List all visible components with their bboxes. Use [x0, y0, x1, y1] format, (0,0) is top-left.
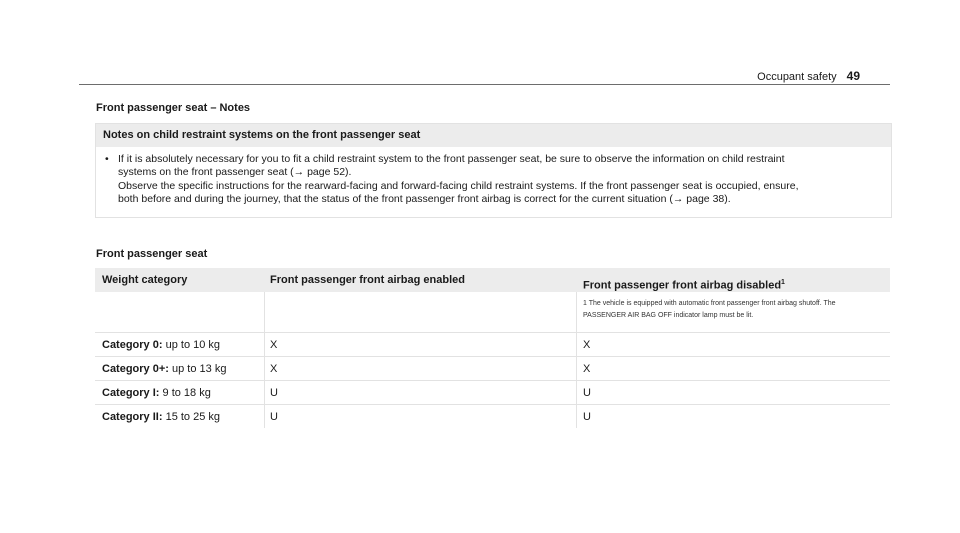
col-airbag-enabled: Front passenger front airbag enabled — [270, 274, 465, 286]
footnote-text — [583, 298, 836, 322]
row-weight: 9 to 18 kg — [162, 387, 211, 399]
footnote-row — [95, 292, 890, 332]
notes-box-title: Notes on child restraint systems on the front passenger seat — [96, 124, 891, 147]
row-disabled: U — [583, 411, 591, 423]
column-divider — [264, 292, 265, 428]
table-row — [95, 356, 890, 381]
bullet-icon: • — [105, 153, 109, 165]
table-heading: Front passenger seat — [96, 248, 208, 260]
notes-line-3: Observe the specific instructions for the rearward-facing and forward-facing child restraint systems. If the front passenger seat is occupied, ensure, — [118, 180, 799, 192]
header-rule — [79, 84, 890, 85]
row-category: Category II: — [102, 411, 163, 423]
row-enabled: U — [270, 411, 278, 423]
footnote-marker: 1 — [781, 279, 785, 286]
footnote-line-1: 1 The vehicle is equipped with automatic front passenger front airbag shutoff. The — [583, 300, 836, 307]
notes-body — [96, 147, 891, 206]
table-row — [95, 380, 890, 405]
notes-line-2: systems on the front passenger seat (→ page 52). — [118, 166, 352, 178]
seat-table — [95, 268, 890, 428]
row-weight: 15 to 25 kg — [165, 411, 221, 423]
notes-heading: Front passenger seat – Notes — [96, 102, 251, 114]
row-enabled: U — [270, 387, 278, 399]
row-enabled: X — [270, 339, 278, 351]
col-airbag-disabled: Front passenger front airbag disabled$^1$ — [583, 279, 785, 292]
row-category: Category I: — [102, 387, 160, 399]
row-weight: up to 10 kg — [165, 339, 221, 351]
row-category: Category 0+: — [102, 363, 169, 375]
table-row — [95, 404, 890, 429]
table-row — [95, 332, 890, 357]
notes-line-4: both before and during the journey, that the status of the front passenger front airbag is correct for the current situation (→ page 38). — [118, 193, 731, 205]
row-disabled: U — [583, 387, 591, 399]
page-number: 49 — [846, 69, 860, 83]
row-category: Category 0: — [102, 339, 163, 351]
table-header-row — [95, 268, 890, 292]
section-title: Occupant safety — [757, 71, 837, 83]
row-enabled: X — [270, 363, 278, 375]
col-weight-category: Weight category — [102, 274, 188, 286]
notes-line-1: If it is absolutely necessary for you to fit a child restraint system to the front passenger seat, be sure to observe the information on child restraint — [118, 153, 785, 165]
running-header — [757, 69, 860, 83]
notes-box — [95, 123, 892, 218]
column-divider — [576, 292, 577, 428]
row-disabled: X — [583, 339, 591, 351]
footnote-line-2: PASSENGER AIR BAG OFF indicator lamp must be lit. — [583, 312, 754, 319]
row-weight: up to 13 kg — [172, 363, 227, 375]
row-disabled: X — [583, 363, 591, 375]
